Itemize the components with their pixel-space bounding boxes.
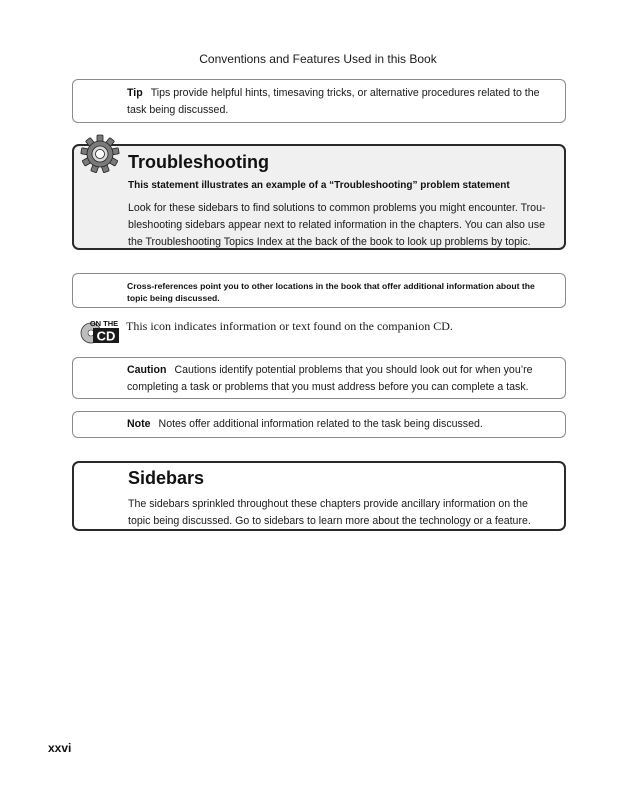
tip-content bbox=[127, 85, 551, 119]
note-label: Note bbox=[127, 418, 151, 430]
tip-box bbox=[72, 79, 566, 123]
troubleshooting-title: Troubleshooting bbox=[128, 152, 269, 172]
troubleshooting-content bbox=[128, 150, 550, 251]
troubleshooting-box bbox=[72, 144, 566, 250]
cross-reference-text: Cross-references point you to other locations in the book that offer additional information about the topic being discussed. bbox=[127, 281, 535, 303]
troubleshooting-body: Look for these sidebars to find solutions to common problems you might encounter. Troubleshooting sidebars appear next to related information in the chapters. You can also use the Troubleshooting Topics Index at the back of the book to look up problems by topic. bbox=[128, 202, 546, 248]
tip-label: Tip bbox=[127, 87, 143, 99]
caution-box bbox=[72, 357, 566, 399]
sidebars-body: The sidebars sprinkled throughout these chapters provide ancillary information on the topic being discussed. Go to sidebars to learn more about the technology or a feature. bbox=[128, 498, 531, 527]
on-the-cd-icon bbox=[80, 318, 120, 346]
page-number: xxvi bbox=[48, 741, 72, 755]
gear-icon bbox=[80, 134, 120, 174]
on-the-cd-text: This icon indicates information or text found on the companion CD. bbox=[126, 319, 453, 333]
cd-icon-line1: ON THE bbox=[89, 319, 119, 328]
caution-label: Caution bbox=[127, 364, 167, 376]
sidebars-content bbox=[128, 466, 550, 530]
cd-icon-line2: CD bbox=[96, 328, 116, 344]
note-box bbox=[72, 411, 566, 438]
note-content bbox=[127, 416, 551, 433]
caution-content bbox=[127, 362, 551, 396]
tip-text: Tips provide helpful hints, timesaving tricks, or alternative procedures related to the task being discussed. bbox=[127, 87, 540, 116]
note-text: Notes offer additional information related to the task being discussed. bbox=[158, 418, 483, 430]
running-head: Conventions and Features Used in this Book bbox=[199, 52, 437, 66]
cross-reference-box bbox=[72, 273, 566, 308]
sidebars-title: Sidebars bbox=[128, 468, 205, 488]
troubleshooting-statement: This statement illustrates an example of a “Troubleshooting” problem statement bbox=[128, 180, 510, 191]
sidebars-box bbox=[72, 461, 566, 531]
caution-text: Cautions identify potential problems that you should look out for when you’re completing a task or problems that you must address before you can complete a task. bbox=[127, 364, 533, 393]
